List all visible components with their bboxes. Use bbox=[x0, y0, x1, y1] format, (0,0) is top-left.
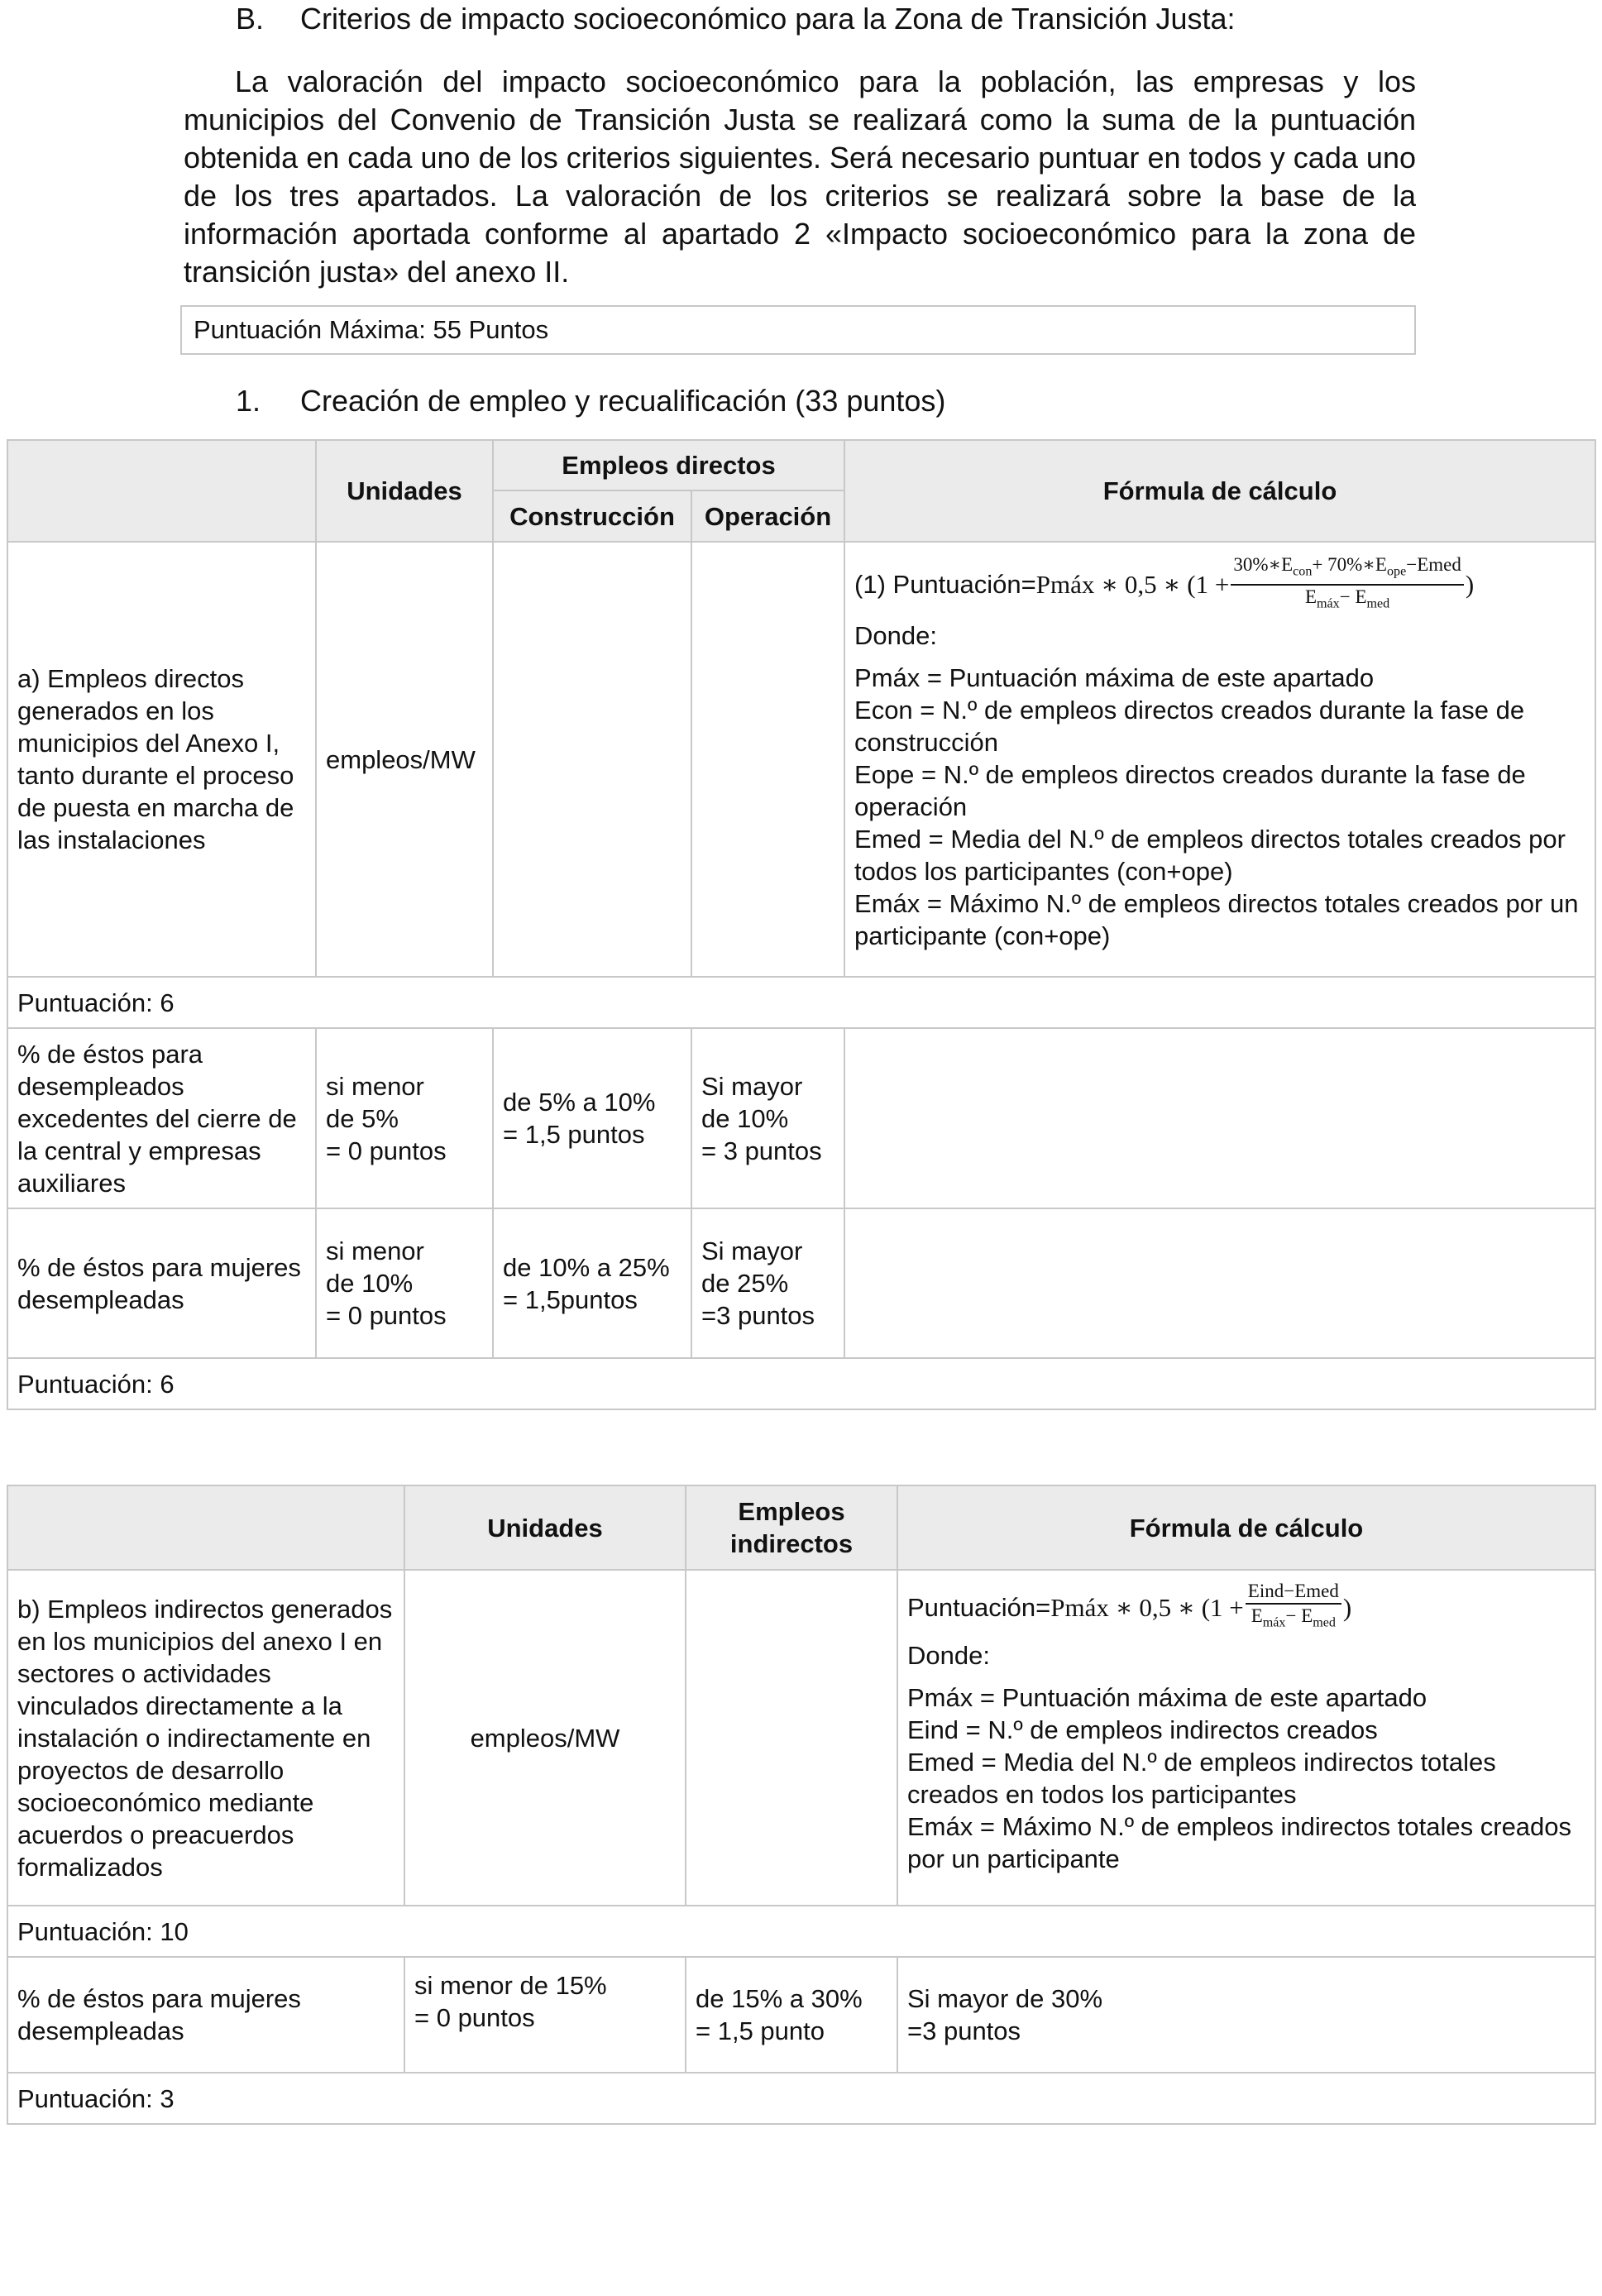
unemployed-mid-1: de 5% a 10% bbox=[503, 1088, 656, 1117]
unemployed-high-1: Si mayor bbox=[701, 1071, 803, 1101]
def-emax: Emáx = Máximo N.º de empleos directos totales creados por un participante (con+ope) bbox=[854, 889, 1579, 951]
t2-def-where: Donde: bbox=[907, 1640, 990, 1670]
score-row-b2: Puntuación: 3 bbox=[7, 2073, 1595, 2124]
formula-a-den2: − E bbox=[1339, 586, 1367, 607]
intro-paragraph: La valoración del impacto socioeconómico para la población, las empresas y los municipios del Convenio de Transición Justa se realizará como la suma de la puntuación obtenida en cada uno de los criterios siguientes. Será necesario puntuar en todos y cada uno de los tres apartados. La valoración de los criterios se realizará sobre la base de la información aportada conforme al apartado 2 «Impacto socioeconómico para la zona de transición justa» del anexo II. bbox=[184, 65, 1416, 289]
formula-a-expression: Pmáx ∗ 0,5 ∗ (1 + bbox=[1035, 570, 1230, 600]
unemployed-label: % de éstos para desempleados excedentes del cierre de la central y empresas auxiliares bbox=[7, 1028, 316, 1208]
women-a-low-3: = 0 puntos bbox=[326, 1301, 447, 1330]
formula-a-num-sub2: ope bbox=[1386, 564, 1407, 579]
section-title-text: Criterios de impacto socioeconómico para la Zona de Transición Justa: bbox=[300, 2, 1236, 36]
def-emed: Emed = Media del N.º de empleos directos totales creados por todos los participantes (con+ope) bbox=[854, 825, 1566, 887]
women-b-low bbox=[404, 1957, 686, 2073]
unemployed-high bbox=[691, 1028, 844, 1208]
direct-jobs-table bbox=[7, 439, 1596, 1410]
section-letter: B. bbox=[236, 2, 265, 36]
formula-a-num2: + 70%∗E bbox=[1312, 554, 1387, 575]
formula-b-den1: E bbox=[1251, 1605, 1263, 1626]
criterion-a-units: empleos/MW bbox=[316, 542, 493, 977]
t2-header-indirect-jobs: Empleos indirectos bbox=[686, 1485, 897, 1570]
subsection-number: 1. bbox=[236, 384, 261, 418]
max-score-box: Puntuación Máxima: 55 Puntos bbox=[180, 305, 1416, 355]
unemployed-low-1: si menor bbox=[326, 1071, 424, 1101]
def-pmax: Pmáx = Puntuación máxima de este apartado bbox=[854, 663, 1375, 693]
formula-a-close: ) bbox=[1465, 570, 1475, 600]
unemployed-low-3: = 0 puntos bbox=[326, 1136, 447, 1165]
formula-b-den-sub1: máx bbox=[1262, 1615, 1286, 1630]
header-formula: Fórmula de cálculo bbox=[844, 440, 1595, 542]
formula-a bbox=[854, 554, 1585, 615]
women-b-high-1: Si mayor de 30% bbox=[907, 1984, 1103, 2013]
criterion-b-indirect bbox=[686, 1570, 897, 1906]
women-a-mid bbox=[493, 1208, 691, 1358]
t2-header-formula: Fórmula de cálculo bbox=[897, 1485, 1595, 1570]
unemployed-mid-2: = 1,5 puntos bbox=[503, 1120, 645, 1149]
formula-b-den-sub2: med bbox=[1313, 1615, 1336, 1630]
def-where: Donde: bbox=[854, 621, 937, 651]
formula-a-num1: 30%∗E bbox=[1233, 554, 1294, 575]
criterion-b-units: empleos/MW bbox=[404, 1570, 686, 1906]
def-eope: Eope = N.º de empleos directos creados durante la fase de operación bbox=[854, 760, 1526, 822]
women-b-low-1: si menor de 15% bbox=[414, 1971, 607, 2000]
formula-b bbox=[907, 1581, 1585, 1634]
t2-header-units: Unidades bbox=[404, 1485, 686, 1570]
women-a-label: % de éstos para mujeres desempleadas bbox=[7, 1208, 316, 1358]
score-row-a2: Puntuación: 6 bbox=[7, 1358, 1595, 1409]
women-a-high-3: =3 puntos bbox=[701, 1301, 815, 1330]
women-b-high-2: =3 puntos bbox=[907, 2016, 1021, 2045]
t2-header-empty bbox=[7, 1485, 404, 1570]
t2-def-pmax: Pmáx = Puntuación máxima de este apartado bbox=[907, 1682, 1427, 1712]
def-econ: Econ = N.º de empleos directos creados durante la fase de construcción bbox=[854, 696, 1525, 758]
indirect-jobs-table bbox=[7, 1485, 1596, 2125]
criterion-a-construction bbox=[493, 542, 691, 977]
subsection-title-text: Creación de empleo y recualificación (33 puntos) bbox=[300, 384, 946, 418]
unemployed-high-3: = 3 puntos bbox=[701, 1136, 822, 1165]
women-a-high-2: de 25% bbox=[701, 1269, 789, 1298]
formula-a-num-sub1: con bbox=[1293, 564, 1313, 579]
score-row-b: Puntuación: 10 bbox=[7, 1906, 1595, 1957]
formula-a-den1: E bbox=[1304, 586, 1317, 607]
header-empty bbox=[7, 440, 316, 542]
unemployed-high-2: de 10% bbox=[701, 1103, 789, 1133]
header-construction: Construcción bbox=[493, 490, 691, 542]
women-a-high bbox=[691, 1208, 844, 1358]
formula-a-fraction bbox=[1231, 554, 1464, 615]
women-b-mid bbox=[686, 1957, 897, 2073]
unemployed-low-2: de 5% bbox=[326, 1103, 399, 1133]
women-a-formula-empty bbox=[844, 1208, 1595, 1358]
t2-def-emax: Emáx = Máximo N.º de empleos indirectos totales creados por un participante bbox=[907, 1811, 1572, 1873]
header-direct-jobs: Empleos directos bbox=[493, 440, 844, 490]
women-b-mid-2: = 1,5 punto bbox=[696, 2016, 825, 2045]
criterion-a-operation bbox=[691, 542, 844, 977]
criterion-a-formula-cell bbox=[844, 542, 1595, 977]
women-a-low-2: de 10% bbox=[326, 1269, 414, 1298]
subsection-title bbox=[236, 384, 945, 419]
formula-a-den-sub1: máx bbox=[1317, 596, 1340, 611]
formula-b-num: Eind−Emed bbox=[1246, 1581, 1341, 1605]
formula-b-den2: − E bbox=[1285, 1605, 1313, 1626]
header-operation: Operación bbox=[691, 490, 844, 542]
women-b-mid-1: de 15% a 30% bbox=[696, 1984, 863, 2013]
section-title bbox=[236, 2, 1236, 36]
formula-b-expression: Pmáx ∗ 0,5 ∗ (1 + bbox=[1050, 1592, 1244, 1622]
formula-b-fraction bbox=[1246, 1581, 1341, 1634]
criterion-a-label: a) Empleos directos generados en los municipios del Anexo I, tanto durante el proceso de puesta en marcha de las instalaciones bbox=[7, 542, 316, 977]
score-row-a: Puntuación: 6 bbox=[7, 977, 1595, 1028]
formula-b-close: ) bbox=[1342, 1592, 1352, 1622]
formula-a-prefix: (1) Puntuación= bbox=[854, 570, 1036, 600]
header-units: Unidades bbox=[316, 440, 493, 542]
women-b-high bbox=[897, 1957, 1595, 2073]
criterion-b-formula-cell bbox=[897, 1570, 1595, 1906]
unemployed-mid bbox=[493, 1028, 691, 1208]
t2-def-emed: Emed = Media del N.º de empleos indirectos totales creados en todos los participantes bbox=[907, 1747, 1496, 1809]
women-b-label: % de éstos para mujeres desempleadas bbox=[7, 1957, 404, 2073]
unemployed-low bbox=[316, 1028, 493, 1208]
women-a-high-1: Si mayor bbox=[701, 1236, 803, 1265]
unemployed-formula-empty bbox=[844, 1028, 1595, 1208]
criterion-b-label: b) Empleos indirectos generados en los municipios del anexo I en sectores o actividades vinculados directamente a la instalación o indirectamente en proyectos de desarrollo socioeconómico mediante acuerdos o preacuerdos formalizados bbox=[7, 1570, 404, 1906]
formula-a-den-sub2: med bbox=[1366, 596, 1390, 611]
women-a-mid-2: = 1,5puntos bbox=[503, 1284, 638, 1314]
formula-b-prefix: Puntuación= bbox=[907, 1592, 1051, 1622]
women-a-low-1: si menor bbox=[326, 1236, 424, 1265]
women-a-low bbox=[316, 1208, 493, 1358]
t2-def-eind: Eind = N.º de empleos indirectos creados bbox=[907, 1715, 1378, 1744]
women-a-mid-1: de 10% a 25% bbox=[503, 1252, 670, 1282]
women-b-low-2: = 0 puntos bbox=[414, 2003, 535, 2032]
formula-a-num3: −Emed bbox=[1406, 554, 1461, 575]
